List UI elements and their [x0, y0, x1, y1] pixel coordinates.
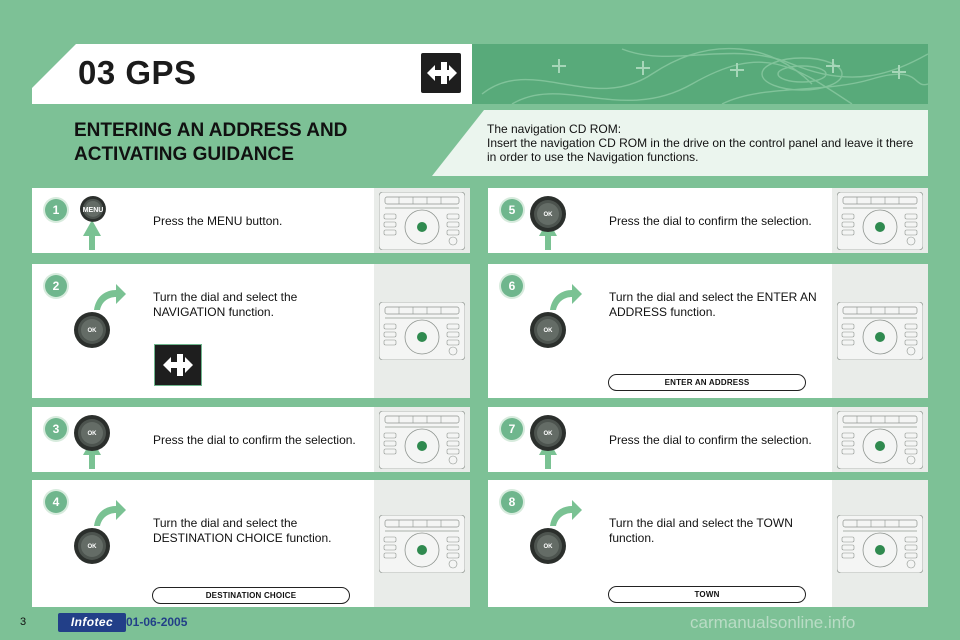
menu-option-pill: DESTINATION CHOICE	[152, 587, 350, 604]
step-instruction: Press the MENU button.	[153, 214, 283, 228]
button-label: OK	[543, 431, 553, 437]
footer-date: 01-06-2005	[126, 615, 188, 629]
watermark: carmanualsonline.info	[690, 613, 856, 632]
step-number-badge: 6	[501, 275, 523, 297]
radio-control-panel-image	[379, 515, 465, 573]
radio-control-panel-image	[379, 302, 465, 360]
map-contour-decoration	[472, 44, 928, 104]
menu-option-pill: ENTER AN ADDRESS	[608, 374, 806, 391]
page-number: 3	[20, 616, 27, 628]
step-instruction: Press the dial to confirm the selection.	[153, 433, 356, 447]
step-number-badge: 3	[45, 418, 67, 440]
button-label: MENU	[82, 207, 104, 214]
button-label: OK	[87, 544, 97, 550]
menu-option-pill: TOWN	[608, 586, 806, 603]
infotec-logo: Infotec	[58, 613, 126, 632]
step-number-badge: 1	[45, 199, 67, 221]
page-header	[32, 44, 928, 104]
step-number-badge: 2	[45, 275, 67, 297]
navigation-icon	[421, 53, 461, 93]
step-instruction: Turn the dial and select the DESTINATION CHOICE function.	[153, 516, 332, 545]
radio-control-panel-image	[379, 192, 465, 250]
ok-dial-press-icon	[74, 413, 134, 483]
navigation-function-icon	[154, 344, 202, 386]
button-label: OK	[543, 212, 553, 218]
menu-button-press-icon	[74, 194, 134, 264]
step-number-badge: 8	[501, 491, 523, 513]
radio-control-panel-image	[837, 515, 923, 573]
intro-text-body: Insert the navigation CD ROM in the drive on the control panel and leave it there in order to use the Navigation functions.	[487, 136, 914, 164]
radio-control-panel-image	[837, 411, 923, 469]
radio-control-panel-image	[837, 192, 923, 250]
ok-dial-turn-icon	[530, 500, 590, 570]
button-label: OK	[543, 544, 553, 550]
ok-dial-press-icon	[530, 194, 590, 264]
button-label: OK	[543, 328, 553, 334]
step-number-badge: 7	[501, 418, 523, 440]
radio-control-panel-image	[837, 302, 923, 360]
section-title: ENTERING AN ADDRESS AND ACTIVATING GUIDANCE	[74, 120, 348, 165]
page-title: 03 GPS	[78, 54, 197, 91]
step-instruction: Press the dial to confirm the selection.	[609, 433, 812, 447]
intro-text-heading: The navigation CD ROM:	[487, 122, 622, 136]
radio-control-panel-image	[379, 411, 465, 469]
ok-dial-press-icon	[530, 413, 590, 483]
ok-dial-turn-icon	[74, 500, 134, 570]
button-label: OK	[87, 328, 97, 334]
step-instruction: Press the dial to confirm the selection.	[609, 214, 812, 228]
intro-section	[32, 110, 928, 176]
step-instruction: Turn the dial and select the NAVIGATION function.	[153, 290, 298, 319]
ok-dial-turn-icon	[74, 284, 134, 354]
step-number-badge: 4	[45, 491, 67, 513]
step-instruction: Turn the dial and select the TOWN function.	[609, 516, 793, 545]
button-label: OK	[87, 431, 97, 437]
header-map-band	[472, 44, 928, 104]
intro-text	[487, 122, 917, 164]
step-number-badge: 5	[501, 199, 523, 221]
ok-dial-turn-icon	[530, 284, 590, 354]
step-instruction: Turn the dial and select the ENTER AN ADDRESS function.	[609, 290, 817, 319]
